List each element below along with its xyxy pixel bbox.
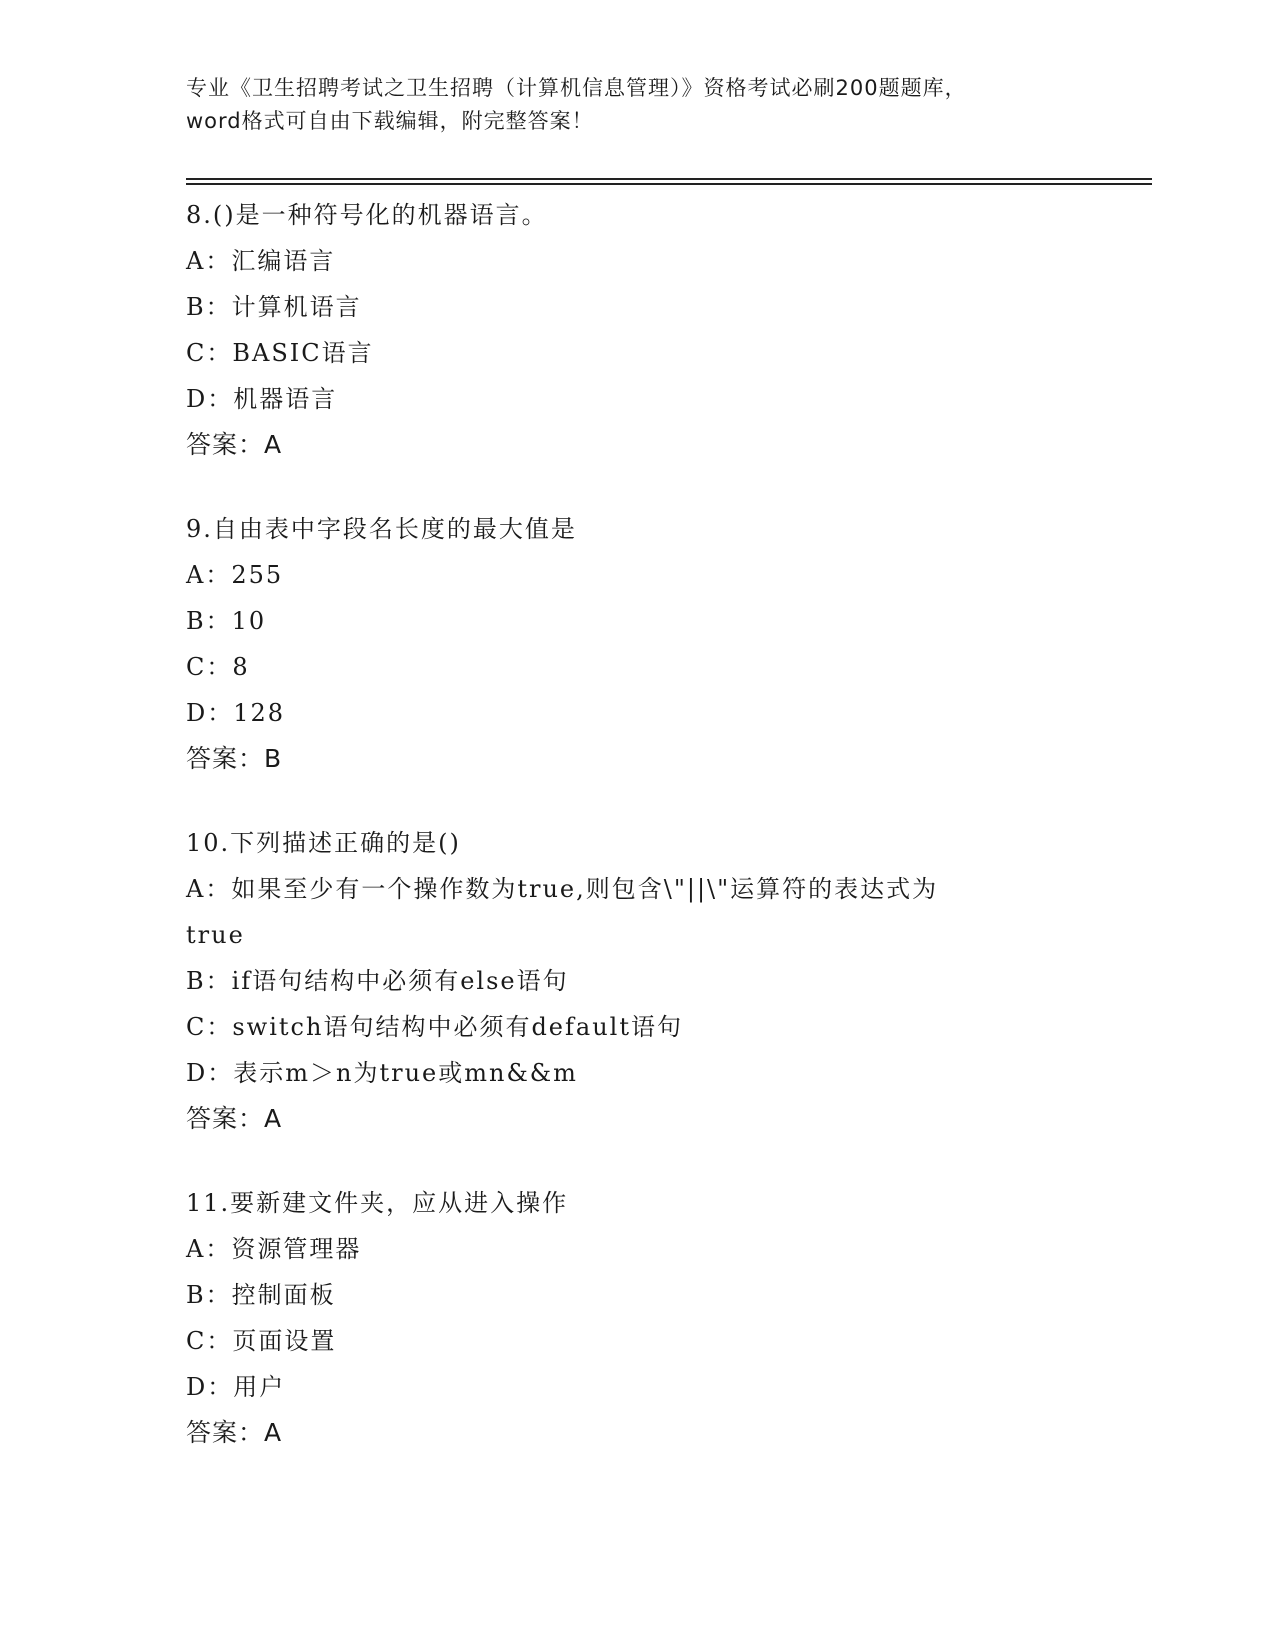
option-b: B：10 [186,607,267,635]
option-a: A：汇编语言 [186,247,336,275]
option-c: C：switch语句结构中必须有default语句 [186,1013,683,1041]
question-11 [186,1180,1136,1456]
header-line-1: 专业《卫生招聘考试之卫生招聘（计算机信息管理）》资格考试必刷200题题库， [186,76,967,100]
option-a: A：255 [186,561,284,589]
document-header [186,72,1086,138]
option-d: D：表示m＞n为true或mn&&m [186,1059,578,1087]
question-stem: 11.要新建文件夹，应从进入操作 [186,1189,569,1217]
question-9 [186,506,1136,782]
question-list [186,192,1136,1494]
question-stem: 9.自由表中字段名长度的最大值是 [186,515,577,543]
option-a: A：如果至少有一个操作数为true,则包含\"||\"运算符的表达式为 [186,875,939,903]
answer-label: 答案：B [186,744,283,773]
question-stem: 8.()是一种符号化的机器语言。 [186,201,548,229]
question-stem: 10.下列描述正确的是() [186,829,461,857]
header-divider-top [186,178,1152,180]
header-divider-bottom [186,183,1152,185]
option-c: C：BASIC语言 [186,339,374,367]
option-c: C：页面设置 [186,1327,337,1355]
option-b: B：if语句结构中必须有else语句 [186,967,569,995]
option-d: D：机器语言 [186,385,338,413]
header-line-2: word格式可自由下载编辑，附完整答案！ [186,109,594,133]
option-a-continued: true [186,921,245,949]
option-b: B：计算机语言 [186,293,362,321]
question-8 [186,192,1136,468]
option-c: C：8 [186,653,250,681]
question-10 [186,820,1136,1142]
answer-label: 答案：A [186,1418,283,1447]
option-b: B：控制面板 [186,1281,336,1309]
option-a: A：资源管理器 [186,1235,362,1263]
answer-label: 答案：A [186,430,283,459]
answer-label: 答案：A [186,1104,283,1133]
option-d: D：128 [186,699,286,727]
option-d: D：用户 [186,1373,286,1401]
